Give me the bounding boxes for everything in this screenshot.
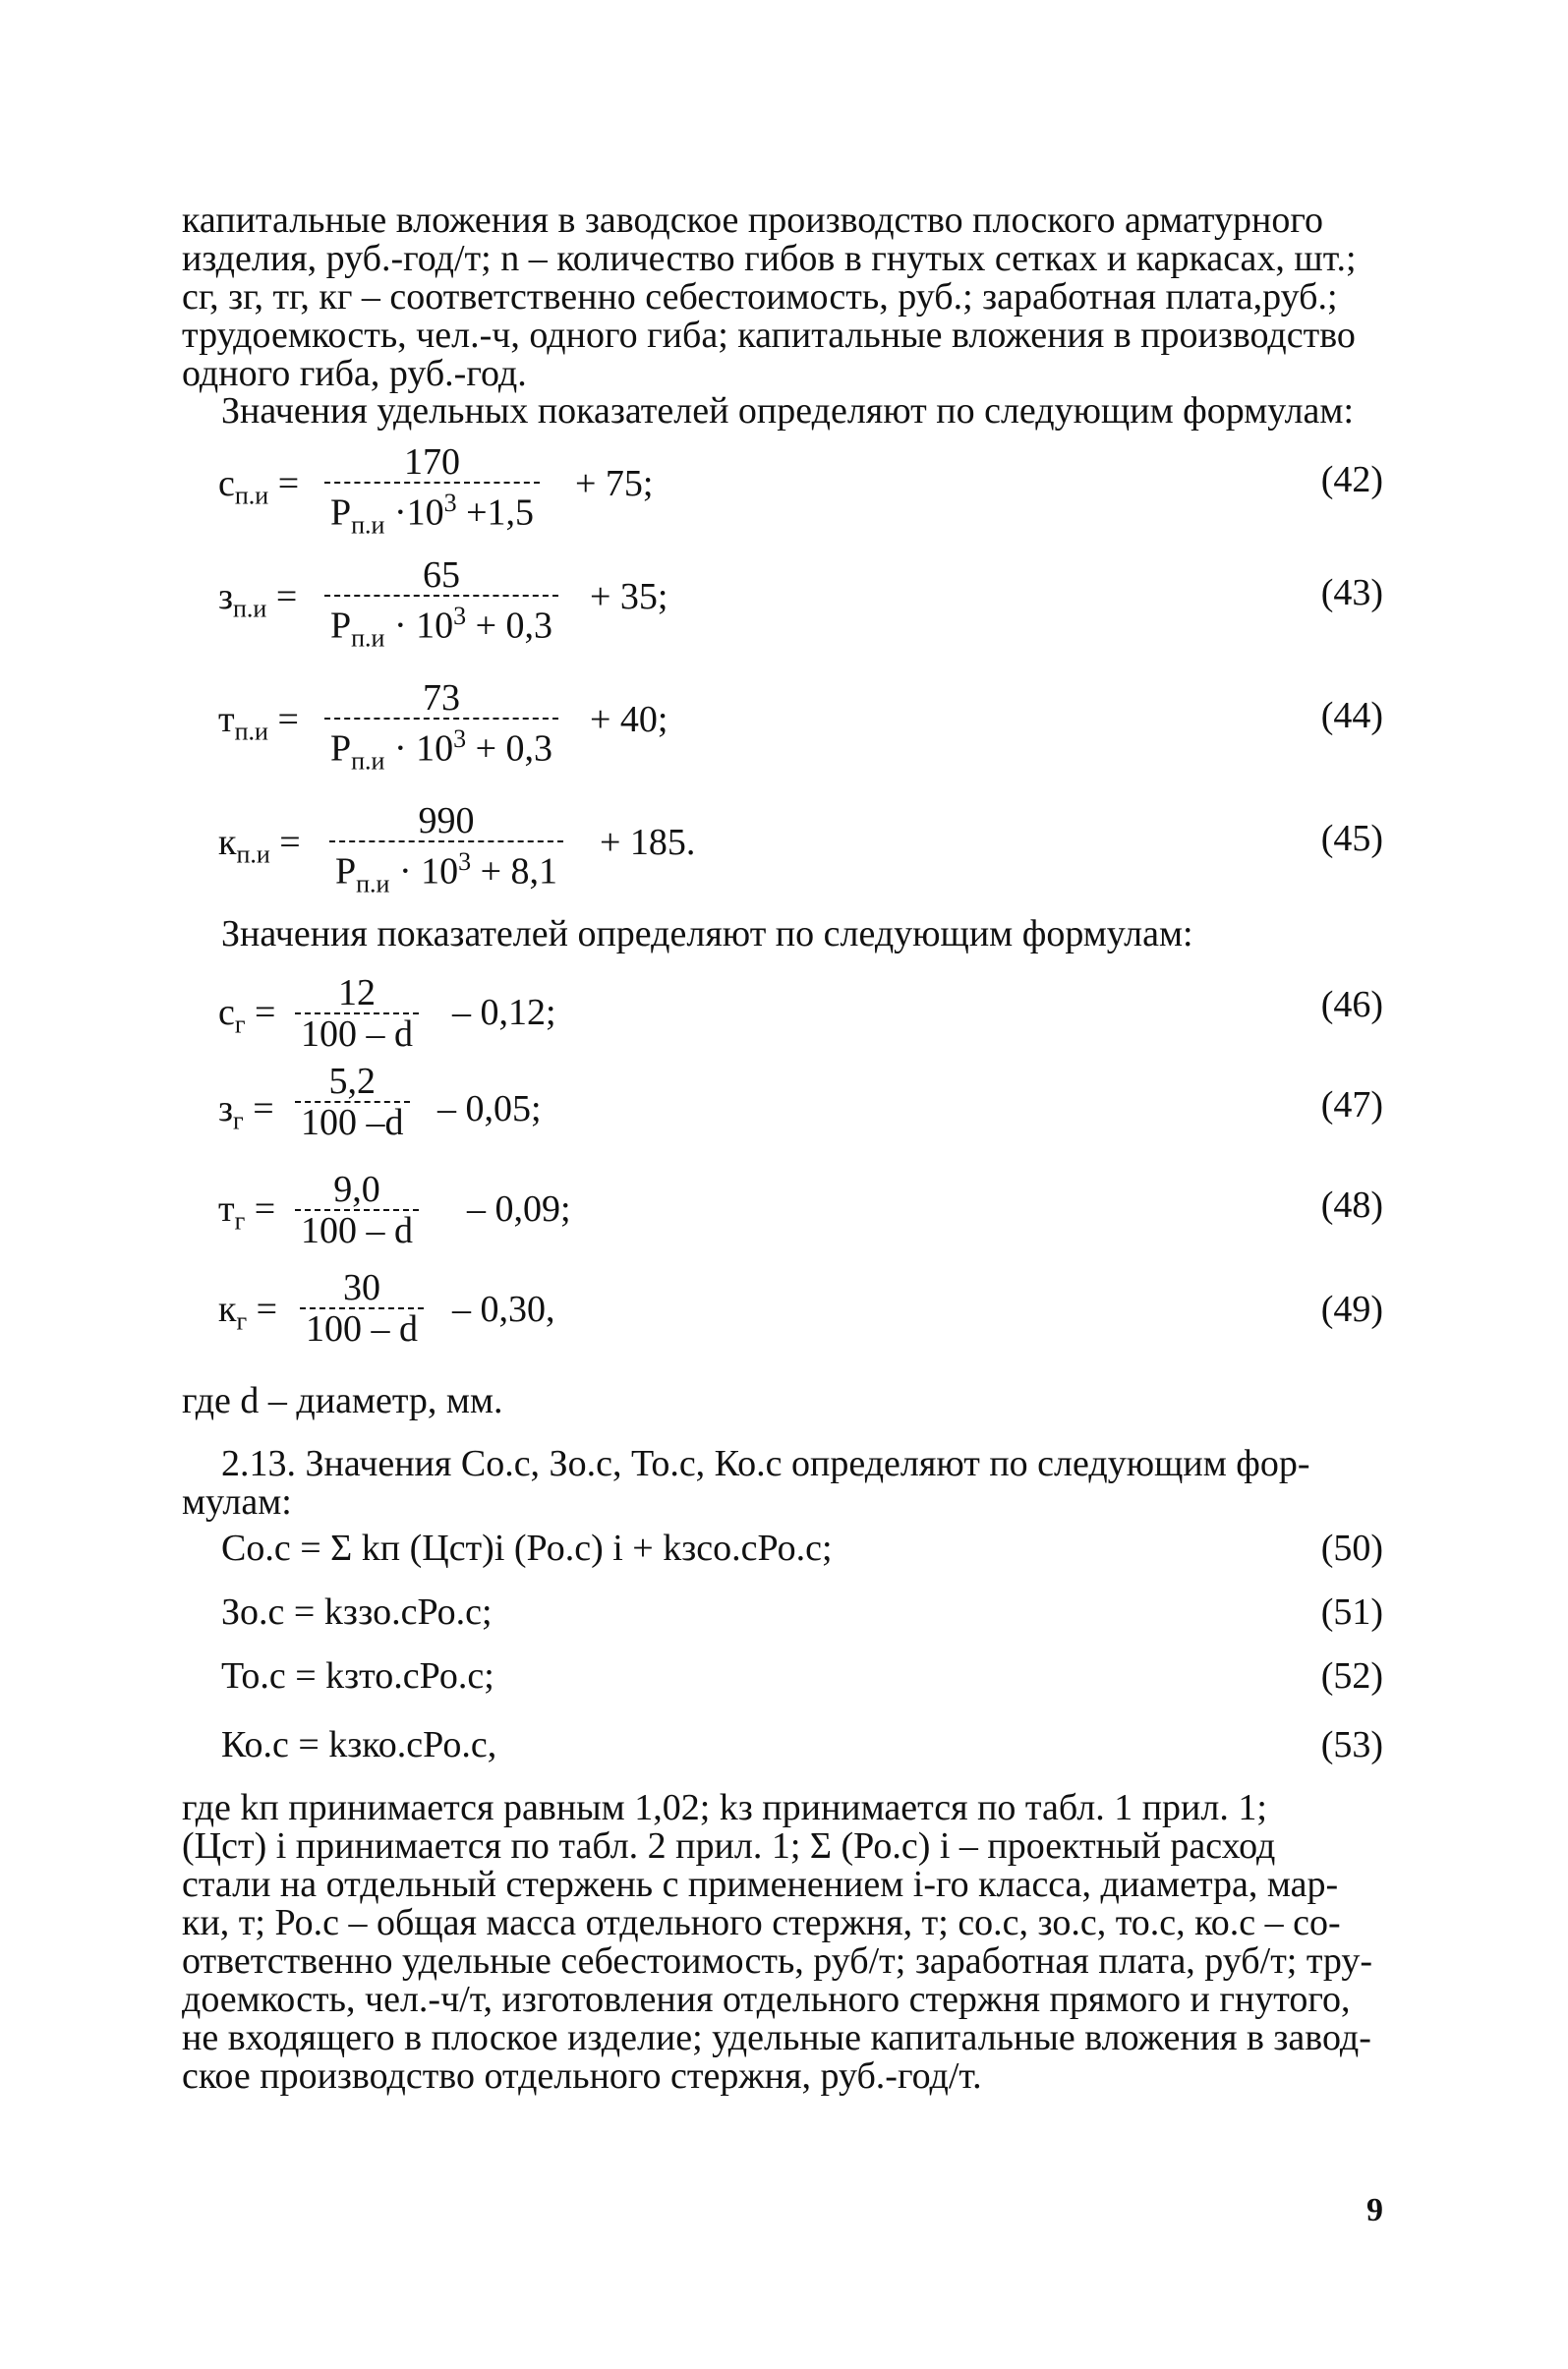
final-paragraph [182,1789,1386,2096]
numerator: 9,0 [295,1170,419,1211]
formula-lhs: $к_г$ = [218,1289,278,1336]
formula-43 [0,555,1568,654]
formula-46 [0,973,1568,1071]
numerator: 170 [324,442,540,484]
formula-text: Зо.с = kззо.сРо.с; [221,1591,493,1633]
formula-49 [0,1268,1568,1366]
numerator: 30 [300,1268,424,1309]
equation-number: (50) [1320,1528,1383,1569]
final-line: не входящего в плоское изделие; удельные капитальные вложения в завод- [182,2017,1371,2058]
formula-lhs: $с_{п.и}$ = [218,463,300,510]
equation-number: (45) [1320,818,1383,859]
intro-line: трудоемкость, чел.-ч, одного гиба; капитальные вложения в производство [182,315,1356,356]
fraction [324,442,540,545]
formula-rest: + 35; [590,576,668,617]
final-line: (Цст) i принимается по табл. 2 прил. 1; Σ (Ро.с) i – проектный расход [182,1825,1276,1867]
fraction [329,801,563,903]
section-line: 2.13. Значения Со.с, Зо.с, То.с, Ко.с определяют по следующим фор- [221,1443,1310,1484]
equation-number: (42) [1320,459,1383,500]
denominator: 100 – d [301,1013,413,1055]
intro-line: изделия, руб.-год/т; n – количество гибов в гнутых сетках и каркасах, шт.; [182,238,1357,279]
equation-number: (47) [1320,1084,1383,1126]
intro-paragraph [182,202,1386,393]
denominator: 100 – d [306,1308,418,1350]
final-line: стали на отдельный стержень с применением i-го класса, диаметра, мар- [182,1864,1339,1905]
fraction [324,678,558,780]
final-line: ское производство отдельного стержня, руб.-год/т. [182,2055,982,2097]
formula-rest: + 40; [590,699,668,740]
denominator: $Р_{п.и} \cdot 10^3 + 0,3$ [330,602,553,653]
formula-45 [0,801,1568,899]
formula-text: Ко.с = kзко.сРо.с, [221,1724,497,1765]
numerator: 65 [324,555,558,597]
formula-rest: – 0,05; [437,1088,542,1129]
fraction [295,1170,419,1250]
formula-rest: – 0,30, [452,1289,555,1330]
equation-number: (49) [1320,1289,1383,1330]
fraction [295,973,419,1054]
equation-number: (46) [1320,984,1383,1025]
final-line: ки, т; Ро.с – общая масса отдельного стержня, т; со.с, зо.с, то.с, ко.с – со- [182,1902,1341,1943]
formula-rest: + 75; [575,463,654,504]
denominator: 100 – d [301,1210,413,1251]
page-number: 9 [1366,2192,1383,2228]
fraction [324,555,558,658]
denominator: $Р_{п.и} \cdot 10^3 + 8,1$ [335,847,558,898]
formula-53 [0,1725,1568,1774]
intro-line: сг, зг, тг, кг – соответственно себестоимость, руб.; заработная плата,руб.; [182,276,1338,318]
denominator: 100 –d [301,1102,404,1143]
fraction [300,1268,424,1349]
formula-text: Со.с = Σ kп (Цст)i (Ро.с) i + kзсо.сРо.с; [221,1528,833,1569]
formula-rest: + 185. [600,822,696,863]
equation-number: (48) [1320,1184,1383,1226]
formula-rest: – 0,12; [452,992,556,1033]
formula-lhs: $з_г$ = [218,1088,274,1135]
formula-47 [0,1062,1568,1160]
formula-lhs: $т_{п.и}$ = [218,699,299,746]
formula-44 [0,678,1568,777]
numerator: 73 [324,678,558,720]
where-d: где d – диаметр, мм. [182,1380,503,1421]
final-line: ответственно удельные себестоимость, руб/т; заработная плата, руб/т; тру- [182,1940,1373,1982]
formula-50 [0,1529,1568,1578]
equation-number: (52) [1320,1655,1383,1697]
formula-42 [0,442,1568,541]
formula-51 [0,1592,1568,1642]
heading-general: Значения показателей определяют по следующим формулам: [221,913,1193,954]
formula-48 [0,1170,1568,1268]
intro-line: одного гиба, руб.-год. [182,353,527,394]
section-line: мулам: [182,1481,292,1523]
formula-lhs: $т_г$ = [218,1188,276,1236]
numerator: 990 [329,801,563,842]
denominator: $Р_{п.и} \cdot 10^3 +1,5$ [330,489,535,540]
final-line: где kп принимается равным 1,02; kз принимается по табл. 1 прил. 1; [182,1787,1267,1828]
equation-number: (51) [1320,1591,1383,1633]
equation-number: (53) [1320,1724,1383,1765]
denominator: $Р_{п.и} \cdot 10^3 + 0,3$ [330,724,553,776]
equation-number: (44) [1320,695,1383,736]
formula-52 [0,1656,1568,1705]
intro-line: капитальные вложения в заводское производство плоского арматурного [182,200,1324,241]
numerator: 5,2 [295,1062,410,1103]
formula-text: То.с = kзто.сРо.с; [221,1655,494,1697]
formula-lhs: $з_{п.и}$ = [218,576,298,623]
section-2-13 [182,1445,1386,1522]
fraction [295,1062,410,1142]
formula-lhs: $к_{п.и}$ = [218,822,301,869]
formula-lhs: $с_г$ = [218,992,276,1039]
final-line: доемкость, чел.-ч/т, изготовления отдельного стержня прямого и гнутого, [182,1979,1351,2020]
heading-specific: Значения удельных показателей определяют по следующим формулам: [221,390,1355,432]
numerator: 12 [295,973,419,1014]
formula-rest: – 0,09; [467,1188,571,1230]
equation-number: (43) [1320,572,1383,613]
